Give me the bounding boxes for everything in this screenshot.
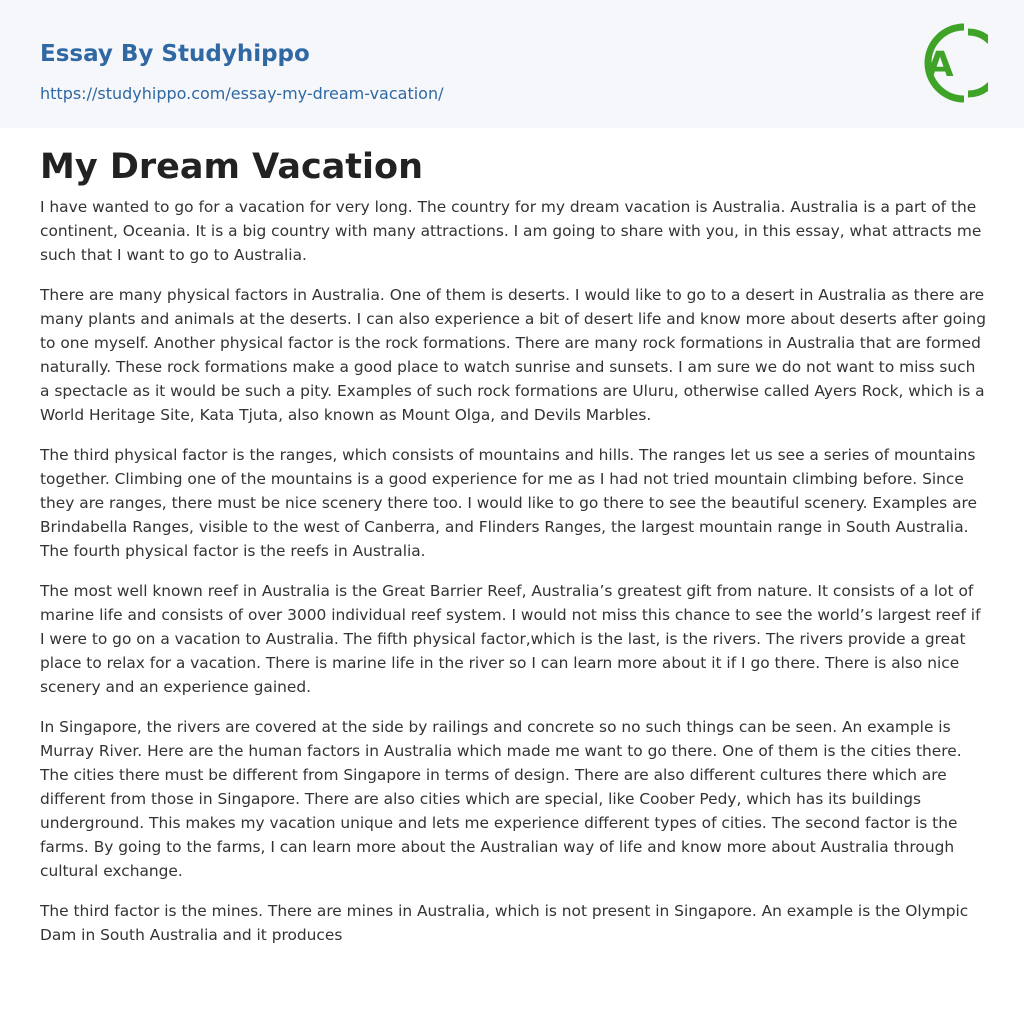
essay-title: My Dream Vacation <box>40 147 424 187</box>
essay-paragraph: There are many physical factors in Australia. One of them is deserts. I would like to go to a desert in Australia as there are many plants and animals at the deserts. I can also experience a bit of desert life and know more about deserts after going to one myself. Another physical factor is the rock formations. There are many rock formations in Australia that are formed naturally. These rock formations make a good place to watch sunrise and sunsets. I am sure we do not want to miss such a spectacle as it would be such a pity. Examples of such rock formations are Uluru, otherwise called Ayers Rock, which is a World Heritage Site, Kata Tjuta, also known as Mount Olga, and Devils Marbles. <box>40 286 986 424</box>
essay-paragraph: In Singapore, the rivers are covered at the side by railings and concrete so no such things can be seen. An example is Murray River. Here are the human factors in Australia which made me want to go there. One of them is the cities there. The cities there must be different from Singapore in terms of design. There are also different cultures there which are different from those in Singapore. There are also cities which are special, like Coober Pedy, which has its buildings underground. This makes my vacation unique and lets me experience different types of cities. The second factor is the farms. By going to the farms, I can learn more about the Australian way of life and know more about Australia through cultural exchange. <box>40 718 962 880</box>
essay-paragraph: The third factor is the mines. There are mines in Australia, which is not present in Singapore. An example is the Olympic Dam in South Australia and it produces <box>40 902 969 944</box>
page-header <box>0 0 1024 128</box>
brand-title[interactable]: Essay By Studyhippo <box>40 41 310 67</box>
essay-paragraph: I have wanted to go for a vacation for very long. The country for my dream vacation is Australia. Australia is a part of the continent, Oceania. It is a big country with many attractions. I am going to share with you, in this essay, what attracts me such that I want to go to Australia. <box>40 198 982 264</box>
essay-paragraph: The most well known reef in Australia is the Great Barrier Reef, Australia’s greatest gift from nature. It consists of a lot of marine life and consists of over 3000 individual reef system. I would not miss this chance to see the world’s largest reef if I were to go on a vacation to Australia. The fifth physical factor,which is the last, is the rivers. The rivers provide a great place to relax for a vacation. There is marine life in the river so I can learn more about it if I go there. There is also nice scenery and an experience gained. <box>40 582 981 696</box>
essay-paragraph: The third physical factor is the ranges, which consists of mountains and hills. The ranges let us see a series of mountains together. Climbing one of the mountains is a good experience for me as I had not tried mountain climbing before. Since they are ranges, there must be nice scenery there too. I would like to go there to see the beautiful scenery. Examples are Brindabella Ranges, visible to the west of Canberra, and Flinders Ranges, the largest mountain range in South Australia. The fourth physical factor is the reefs in Australia. <box>40 446 977 560</box>
logo-letter: A <box>926 45 954 85</box>
source-url-link[interactable]: https://studyhippo.com/essay-my-dream-vacation/ <box>40 84 444 103</box>
essay-content <box>40 144 988 963</box>
studyhippo-logo-icon[interactable] <box>910 18 988 108</box>
